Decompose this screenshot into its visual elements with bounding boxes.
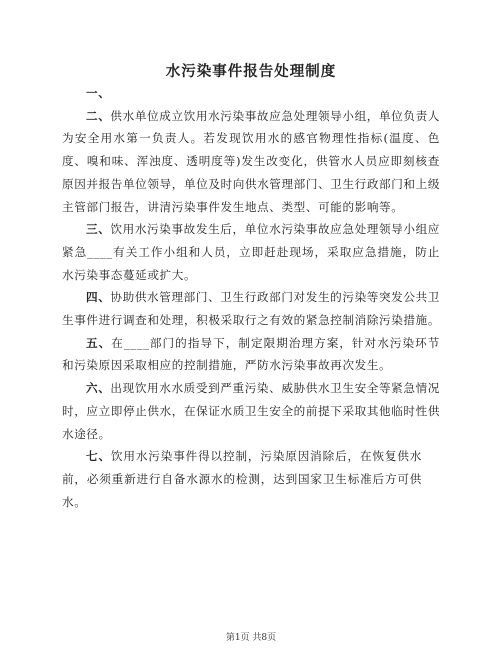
- page-footer: 第1页 共8页: [225, 633, 277, 643]
- paragraph-text: 供水单位成立饮用水污染事故应急处理领导小组，单位负责人为安全用水第一负责人。若发现饮用水的感官物理性指标(温度、色度、嗅和味、浑浊度、透明度等)发生改变化，供管水人员应即刻核查原因并报告单位领导，单位及时向供水管理部门、卫生行政部门和上级主管部门报告，讲清污染事件发生地点、类型、可能的影响等。: [62, 108, 441, 214]
- paragraph-text: 协助供水管理部门、卫生行政部门对发生的污染等突发公共卫生事件进行调查和处理，积极采取行之有效的紧急控制消除污染措施。: [62, 290, 441, 328]
- paragraph-1: [62, 82, 440, 105]
- paragraph-text: 饮用水污染事故发生后，单位水污染事故应急处理领导小组应紧急____有关工作小组和人员，立即赶赴现场，采取应急措施，防止水污染事态蔓延或扩大。: [62, 222, 441, 282]
- paragraph-number: 三、: [86, 222, 111, 237]
- paragraph-5: [62, 332, 440, 377]
- paragraph-text: 出现饮用水水质受到严重污染、威胁供水卫生安全等紧急情况时，应立即停止供水，在保证水质卫生安全的前提下采取其他临时性供水途径。: [62, 381, 441, 441]
- paragraph-number: 七、: [86, 449, 111, 464]
- paragraph-number: 五、: [86, 335, 112, 350]
- paragraph-2: [62, 105, 440, 219]
- paragraph-number: 二、: [86, 108, 111, 123]
- paragraph-number: 四、: [86, 290, 111, 305]
- paragraph-number: 六、: [86, 381, 111, 396]
- paragraph-3: [62, 218, 440, 286]
- document-body: [62, 82, 440, 513]
- paragraph-4: [62, 286, 440, 331]
- document-title: 水污染事件报告处理制度: [165, 63, 337, 80]
- paragraph-number: 一、: [86, 86, 111, 100]
- paragraph-7: [62, 445, 422, 513]
- paragraph-6: [62, 377, 440, 445]
- paragraph-text: 在____部门的指导下，制定限期治理方案，针对水污染环节和污染原因采取相应的控制措施，严防水污染事故再次发生。: [62, 335, 440, 373]
- paragraph-text: 饮用水污染事件得以控制，污染原因消除后，在恢复供水前，必须重新进行自备水源水的检测，达到国家卫生标准后方可供水。: [62, 449, 422, 509]
